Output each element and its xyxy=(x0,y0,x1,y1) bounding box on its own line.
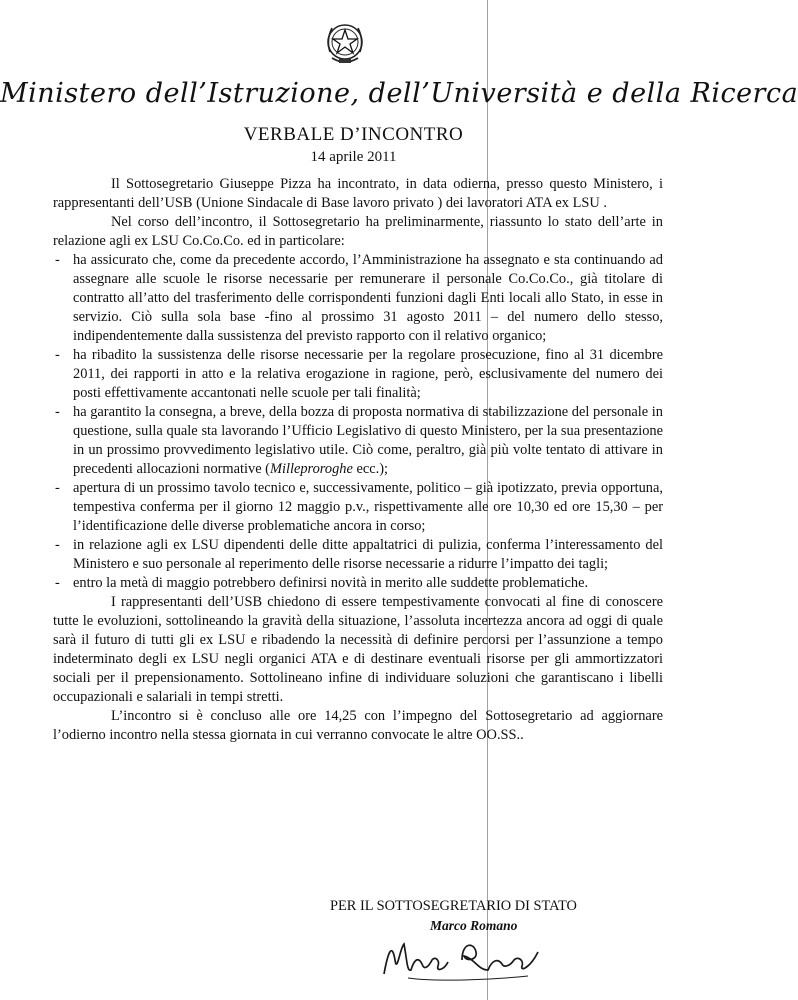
milleproroghe-term: Milleproroghe xyxy=(269,461,353,477)
list-item: - apertura di un prossimo tavolo tecnico e, successivamente, politico – già ipotizzato, previa opportuna, tempestiva conferma per il giorno 12 maggio p.v., rispettivamente alle ore 10,30 ed ore 15,30 – per l’identificazione delle diverse problematiche ancora in corso; xyxy=(53,479,663,536)
conclusion-paragraph: L’incontro si è concluso alle ore 14,25 con l’impegno del Sottosegretario ad aggiornare l’odierno incontro nella stessa giornata in cui verranno convocate le altre OO.SS.. xyxy=(53,708,663,743)
handwritten-signature xyxy=(378,930,548,985)
usb-requests-paragraph: I rappresentanti dell’USB chiedono di essere tempestivamente convocati al fine di conoscere tutte le evoluzioni, sottolineando la gravità della situazione, l’assoluta incertezza ancora ad oggi di quale sarà il futuro di tutti gli ex LSU e ribadendo la necessità di definire percorsi per l’assunzione a tempo indeterminato degli ex LSU negli organici ATA e di destinare eventuali risorse per gli ammortizzatori sociali per il prepensionamento. Sottolineano infine di individuare soluzioni che garantiscano i libelli occupazionali e salariali in tempi stretti. xyxy=(53,594,663,705)
list-item: - ha ribadito la sussistenza delle risorse necessarie per la regolare prosecuzione, fino al 31 dicembre 2011, dei rapporti in atto e la relativa erogazione in ragione, però, esclusivamente del numero dei posti effettivamente accantonati nelle scuole per tali finalità; xyxy=(53,346,663,403)
intro-paragraph: Il Sottosegretario Giuseppe Pizza ha incontrato, in data odierna, presso questo Ministero, i rappresentanti dell’USB (Unione Sindacale di Base lavoro privato ) dei lavoratori ATA ex LSU . xyxy=(53,176,663,211)
signatory-role: PER IL SOTTOSEGRETARIO DI STATO xyxy=(330,898,577,914)
signatory-name: Marco Romano xyxy=(430,918,518,933)
list-item: - entro la metà di maggio potrebbero definirsi novità in merito alle suddette problematiche. xyxy=(53,574,663,593)
document-date: 14 aprile 2011 xyxy=(310,149,397,165)
list-item: - ha assicurato che, come da precedente accordo, l’Amministrazione ha assegnato e sta continuando ad assegnare alle scuole le risorse necessarie per remunerare il personale Co.Co.Co., già titolare di contratto all’atto del trasferimento delle corrispondenti funzioni dagli Enti locali allo Stato, in esse in servizio. Ciò sulla sola base -fino al prossimo 31 agosto 2011 – del numero dello stesso, indipendentemente dalla sussistenza del previsto rapporto con il relativo organico; xyxy=(53,251,663,346)
signature-block xyxy=(330,898,620,934)
ministry-header: Ministero dell’Istruzione, dell’Università e della Ricerca xyxy=(0,78,798,109)
context-paragraph: Nel corso dell’incontro, il Sottosegretario ha preliminarmente, riassunto lo stato dell’arte in relazione agli ex LSU Co.Co.Co. ed in particolare: xyxy=(53,214,663,249)
document-title: VERBALE D’INCONTRO xyxy=(243,124,464,145)
points-list xyxy=(53,251,663,593)
list-item: - in relazione agli ex LSU dipendenti delle ditte appaltatrici di pulizia, conferma l’interessamento del Ministero e suo personale al reperimento delle risorse necessarie a ridurre l’impatto dei tagli; xyxy=(53,536,663,574)
list-item: - ha garantito la consegna, a breve, della bozza di proposta normativa di stabilizzazione del personale in questione, sulla quale sta lavorando l’Ufficio Legislativo di questo Ministero, per la sua presentazione in un prossimo provvedimento legislativo utile. Ciò come, peraltro, già più volte tentato di attivare in precedenti allocazioni normative (Milleproroghe ecc.); xyxy=(53,403,663,479)
document-body xyxy=(53,175,663,745)
italian-republic-emblem-icon xyxy=(322,18,368,68)
